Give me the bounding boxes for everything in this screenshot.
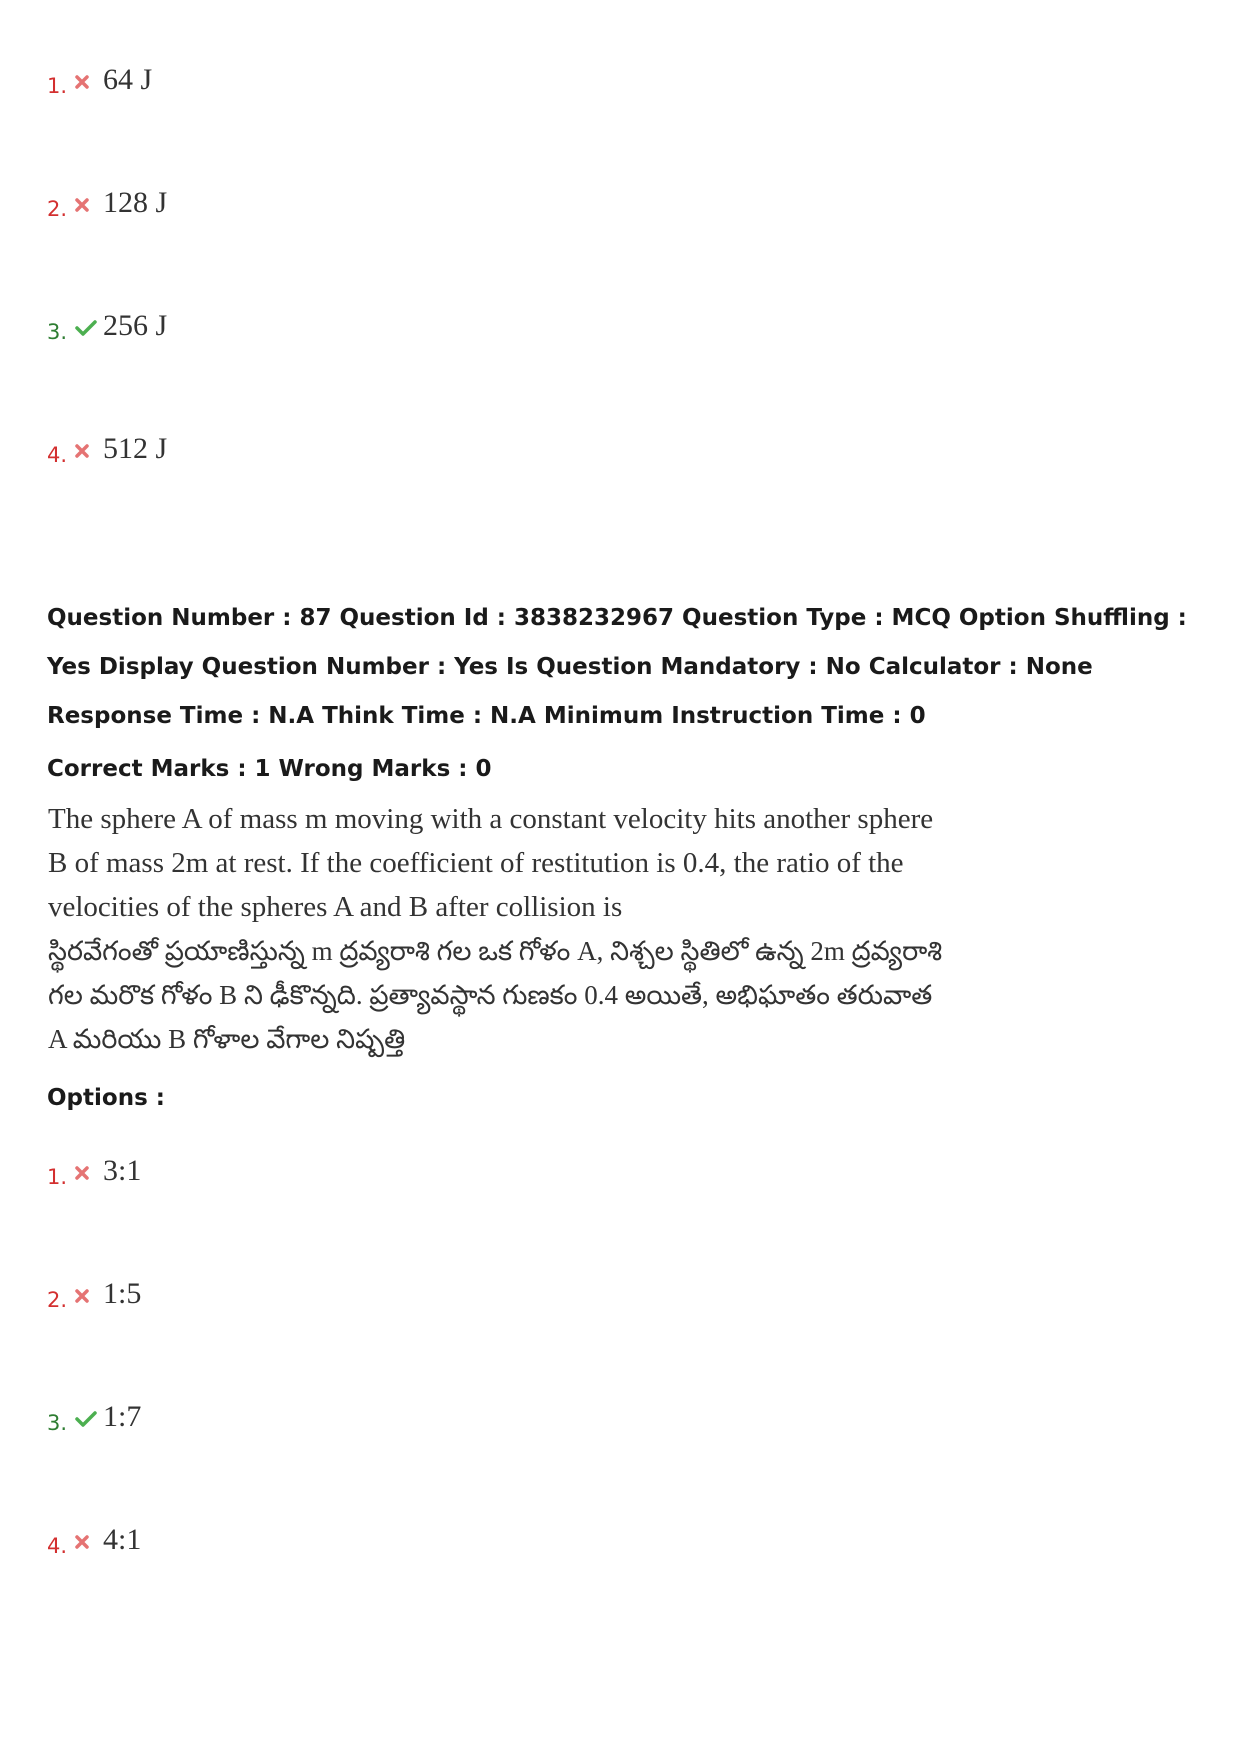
cross-icon	[75, 1289, 103, 1303]
option-1	[47, 1151, 141, 1191]
option-value: 1:5	[103, 1277, 142, 1310]
option-3	[47, 1397, 141, 1437]
question-text	[48, 797, 948, 1061]
check-icon	[75, 1411, 103, 1427]
option-number: 2.	[47, 197, 68, 221]
question-meta: Question Number : 87 Question Id : 3838232967 Question Type : MCQ Option Shuffling : Yes Display Question Number : Yes Is Question Mandatory : No Calculator : None Response Time : N.A Think Time : N.A Minimum Instruction Time : 0	[47, 605, 1187, 729]
cross-icon	[75, 75, 103, 89]
prev-option-3	[47, 306, 167, 346]
prev-option-2	[47, 183, 167, 223]
option-2	[47, 1274, 141, 1314]
option-value: 3:1	[103, 1154, 142, 1187]
options-label: Options :	[47, 1085, 165, 1111]
option-number: 1.	[47, 74, 68, 98]
prev-option-1	[47, 60, 152, 100]
option-value: 512 J	[103, 432, 168, 465]
question-text-english: The sphere A of mass m moving with a constant velocity hits another sphere B of mass 2m at rest. If the coefficient of restitution is 0.4, the ratio of the velocities of the spheres A and B after collision is	[48, 803, 934, 923]
option-value: 128 J	[103, 186, 168, 219]
cross-icon	[75, 198, 103, 212]
option-number: 3.	[47, 320, 68, 344]
option-value: 1:7	[103, 1400, 142, 1433]
option-number: 4.	[47, 443, 68, 467]
question-text-telugu: స్థిరవేగంతో ప్రయాణిస్తున్న m ద్రవ్యరాశి గల ఒక గోళం A, నిశ్చల స్థితిలో ఉన్న 2m ద్రవ్యరాశి గల మరొక గోళం B ని ఢీకొన్నది. ప్రత్యావస్థాన గుణకం 0.4 అయితే, అభిఘాతం తరువాత A మరియు B గోళాల వేగాల నిష్పత్తి	[48, 936, 943, 1054]
option-number: 4.	[47, 1534, 68, 1558]
prev-option-4	[47, 429, 167, 469]
option-value: 64 J	[103, 63, 153, 96]
option-number: 2.	[47, 1288, 68, 1312]
option-value: 256 J	[103, 309, 168, 342]
option-number: 1.	[47, 1165, 68, 1189]
option-4	[47, 1520, 141, 1560]
cross-icon	[75, 1535, 103, 1549]
option-number: 3.	[47, 1411, 68, 1435]
option-value: 4:1	[103, 1523, 142, 1556]
question-marks: Correct Marks : 1 Wrong Marks : 0	[47, 756, 492, 782]
cross-icon	[75, 444, 103, 458]
check-icon	[75, 320, 103, 336]
cross-icon	[75, 1166, 103, 1180]
